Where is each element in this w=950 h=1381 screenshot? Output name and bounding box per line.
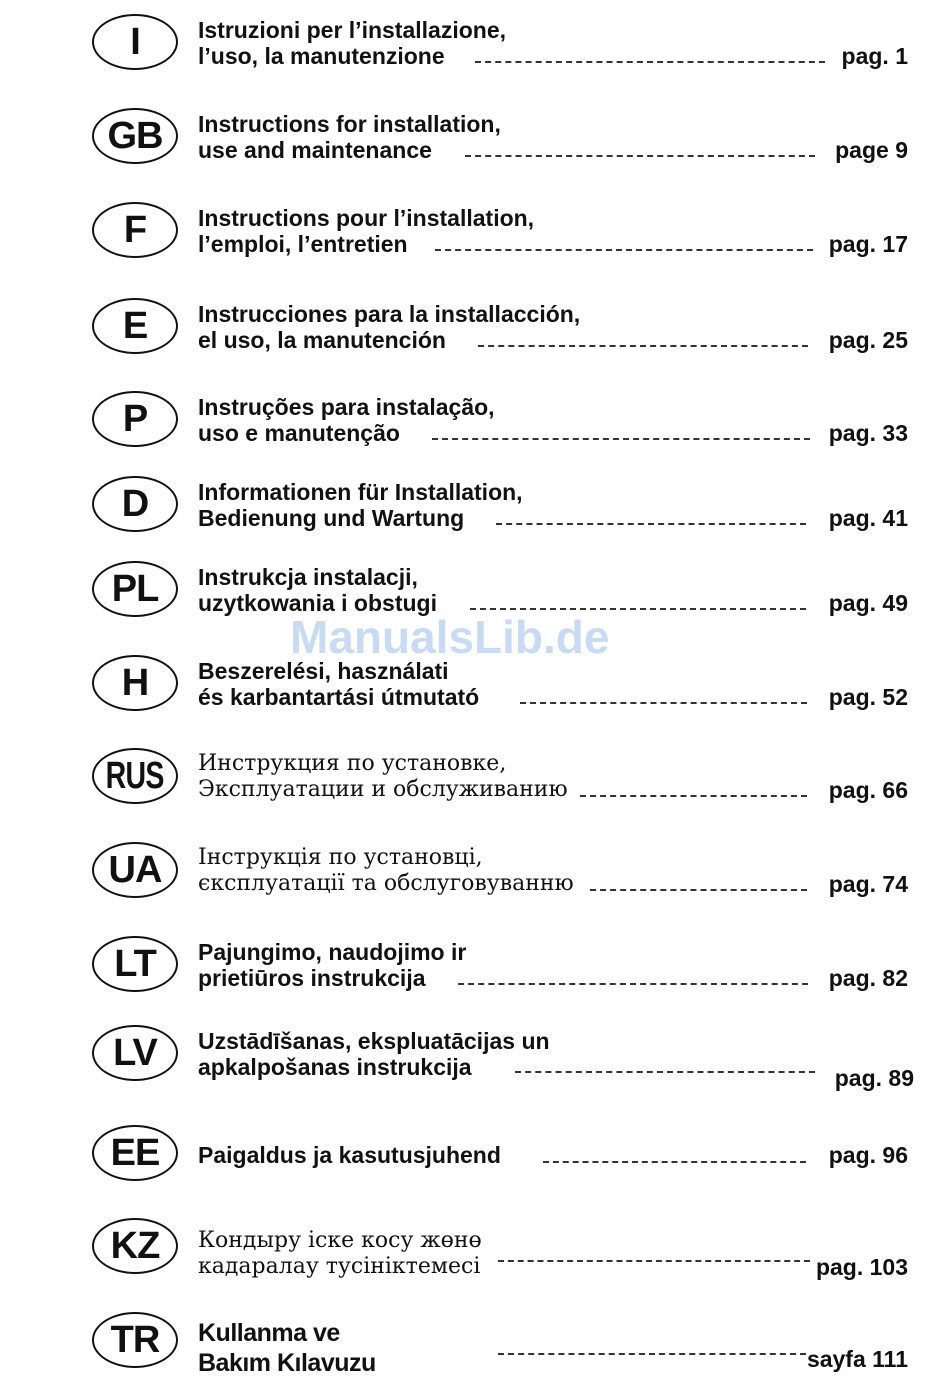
entry-title-line2: Bedienung und Wartung [198,505,465,531]
language-badge: D [92,476,178,532]
language-badge: LT [92,936,178,992]
page-number: pag. 74 [828,871,908,897]
language-badge: H [92,655,178,711]
dot-leader [496,523,806,525]
page-number: pag. 96 [828,1142,908,1168]
entry-title-line2: use and maintenance [198,137,432,163]
entry-title-line2: el uso, la manutención [198,327,446,353]
toc-entry-tr [0,1312,950,1381]
toc-entry-ru [0,748,950,838]
entry-title-line1: Instructions for installation, [198,111,501,137]
language-badge: UA [92,842,178,898]
entry-title-line2: кадаралау тусініктемесі [198,1254,481,1279]
page-number: pag. 52 [828,684,908,710]
dot-leader [432,438,810,440]
page-number: pag. 49 [828,590,908,616]
entry-title-line1: Kullanma ve [198,1319,340,1347]
dot-leader [478,345,808,347]
entry-title-line2: l’uso, la manutenzione [198,43,445,69]
entry-title-line1: Informationen für Installation, [198,479,523,505]
toc-entry-ua [0,842,950,932]
entry-title-line2: l’emploi, l’entretien [198,231,408,257]
entry-title-line1: Uzstādīšanas, ekspluatācijas un [198,1028,550,1054]
entry-title-line1: Инструкция по установке, [198,751,507,776]
entry-title-line1: Instrucciones para la installacción, [198,301,581,327]
dot-leader [543,1161,806,1163]
page-number: pag. 66 [828,777,908,803]
entry-title-line1: Istruzioni per l’installazione, [198,17,506,43]
page-number: pag. 17 [828,231,908,257]
entry-title-line1: Instrukcja instalacji, [198,564,418,590]
toc-entry-it [0,14,950,104]
entry-title-line1: Pajungimo, naudojimo ir [198,939,467,965]
watermark: ManualsLib.de [290,611,610,663]
page-number: pag. 82 [828,965,908,991]
dot-leader [498,1260,810,1262]
page-number: pag. 103 [815,1254,908,1280]
language-badge: PL [92,561,178,617]
dot-leader [520,702,807,704]
toc-entry-kz [0,1218,950,1308]
entry-title-line2: Bakım Kılavuzu [198,1349,376,1377]
toc-entry-fr [0,202,950,292]
entry-title-line2: uzytkowania i obstugi [198,590,437,616]
entry-title-line1: Beszerelési, használati [198,658,449,684]
toc-entry-pl [0,561,950,651]
dot-leader [515,1071,815,1073]
language-badge: TR [92,1312,178,1368]
page-number: pag. 1 [841,43,908,69]
toc-entry-lt [0,936,950,1026]
entry-title-line2: єксплуатації та обслуговуванню [198,871,574,896]
toc-entry-pt [0,391,950,481]
page-number: page 9 [835,137,908,163]
language-badge: KZ [92,1218,178,1274]
page-number: sayfa 111 [806,1346,908,1372]
entry-title-line2: uso e manutenção [198,420,400,446]
dot-leader [590,889,807,891]
page-number: pag. 41 [828,505,908,531]
toc-entry-ee [0,1125,950,1215]
language-badge: EE [92,1125,178,1181]
dot-leader [465,155,815,157]
entry-title-line2: Эксплуатации и обслуживанию [198,777,568,802]
dot-leader [475,61,825,63]
language-badge: GB [92,108,178,164]
dot-leader [435,249,813,251]
entry-title-line2: prietiūros instrukcija [198,965,426,991]
entry-title-line2: apkalpošanas instrukcija [198,1054,472,1080]
entry-title-line1: Paigaldus ja kasutusjuhend [198,1142,501,1168]
language-badge: I [92,14,178,70]
toc-entry-gb [0,108,950,198]
entry-title-line1: Instructions pour l’installation, [198,205,535,231]
dot-leader [470,608,806,610]
dot-leader [458,983,808,985]
dot-leader [498,1353,806,1355]
language-badge: F [92,202,178,258]
page-number: pag. 89 [834,1065,914,1091]
page-number: pag. 33 [828,420,908,446]
toc-entry-de [0,476,950,566]
toc-entry-hu [0,655,950,745]
language-badge: LV [92,1025,178,1081]
page-number: pag. 25 [828,327,908,353]
toc-entry-es [0,298,950,388]
dot-leader [580,795,807,797]
entry-title-line2: és karbantartási útmutató [198,684,480,710]
toc-entry-lv [0,1025,950,1115]
language-badge: P [92,391,178,447]
entry-title-line1: Інструкція по установці, [198,845,483,870]
language-badge: E [92,298,178,354]
entry-title-line1: Кондыру іске косу жөнө [198,1228,482,1253]
language-badge: RUS [92,748,178,804]
entry-title-line1: Instruções para instalação, [198,394,495,420]
